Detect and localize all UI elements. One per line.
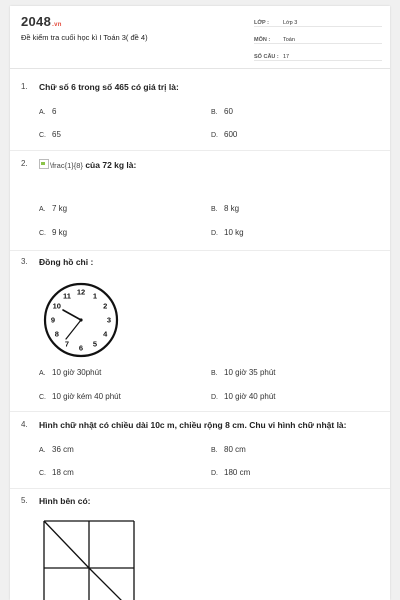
divider <box>10 150 390 151</box>
option-4a[interactable]: A. 36 cm <box>39 445 74 454</box>
clock-numeral: 3 <box>106 315 112 325</box>
exam-title: Đề kiểm tra cuối học kì I Toán 3( đề 4) <box>21 33 148 42</box>
option-2c[interactable]: C. 9 kg <box>39 228 68 237</box>
site-logo[interactable]: 2048.vn <box>21 14 62 29</box>
clock-image <box>42 281 120 359</box>
question-text: Đồng hồ chỉ : <box>39 257 94 267</box>
option-3c[interactable]: C. 10 giờ kém 40 phút <box>39 392 121 401</box>
question-number: 5. <box>21 496 28 505</box>
option-4b[interactable]: B. 80 cm <box>211 445 246 454</box>
option-1a[interactable]: A. 6 <box>39 107 57 116</box>
clock-numeral: 12 <box>76 287 86 297</box>
option-3b[interactable]: B. 10 giờ 35 phút <box>211 368 276 377</box>
option-4d[interactable]: D. 180 cm <box>211 468 251 477</box>
question-number: 4. <box>21 420 28 429</box>
question-text: \frac{1}{8} của 72 kg là: <box>39 159 136 170</box>
option-2b[interactable]: B. 8 kg <box>211 204 240 213</box>
option-1c[interactable]: C. 65 <box>39 130 61 139</box>
broken-image-icon <box>39 159 49 169</box>
option-3a[interactable]: A. 10 giờ 30phút <box>39 368 102 377</box>
meta-subject: MÔN : Toán <box>254 32 382 44</box>
question-text: Chữ số 6 trong số 465 có giá trị là: <box>39 82 179 92</box>
option-2a[interactable]: A. 7 kg <box>39 204 68 213</box>
clock-numeral: 7 <box>64 339 70 349</box>
clock-numeral: 8 <box>54 329 59 339</box>
question-text: Hình bên có: <box>39 496 91 506</box>
clock-numeral: 6 <box>78 343 84 353</box>
exam-page <box>10 6 390 600</box>
option-3d[interactable]: D. 10 giờ 40 phút <box>211 392 276 401</box>
question-number: 3. <box>21 257 28 266</box>
option-1b[interactable]: B. 60 <box>211 107 233 116</box>
divider <box>10 250 390 251</box>
clock-numeral: 9 <box>50 315 56 325</box>
meta-class: LỚP : Lớp 3 <box>254 15 382 27</box>
fraction-image-alt: \frac{1}{8} <box>50 161 83 170</box>
meta-question-count: SỐ CÂU : 17 <box>254 49 382 61</box>
question-number: 2. <box>21 159 28 168</box>
clock-numeral: 10 <box>52 301 61 311</box>
option-4c[interactable]: C. 18 cm <box>39 468 74 477</box>
divider <box>10 411 390 412</box>
clock-numeral: 2 <box>103 301 108 311</box>
question-text: Hình chữ nhật có chiều dài 10c m, chiều rộng 8 cm. Chu vi hình chữ nhật là: <box>39 420 347 430</box>
option-1d[interactable]: D. 600 <box>211 130 238 139</box>
option-2d[interactable]: D. 10 kg <box>211 228 244 237</box>
exam-meta <box>254 15 382 66</box>
clock-numeral: 4 <box>103 329 108 339</box>
clock-numeral: 5 <box>92 339 98 349</box>
question-number: 1. <box>21 82 28 91</box>
grid-figure <box>43 520 135 600</box>
clock-numeral: 11 <box>63 291 71 301</box>
divider <box>10 488 390 489</box>
exam-header <box>10 6 390 69</box>
clock-numeral: 1 <box>92 291 98 301</box>
